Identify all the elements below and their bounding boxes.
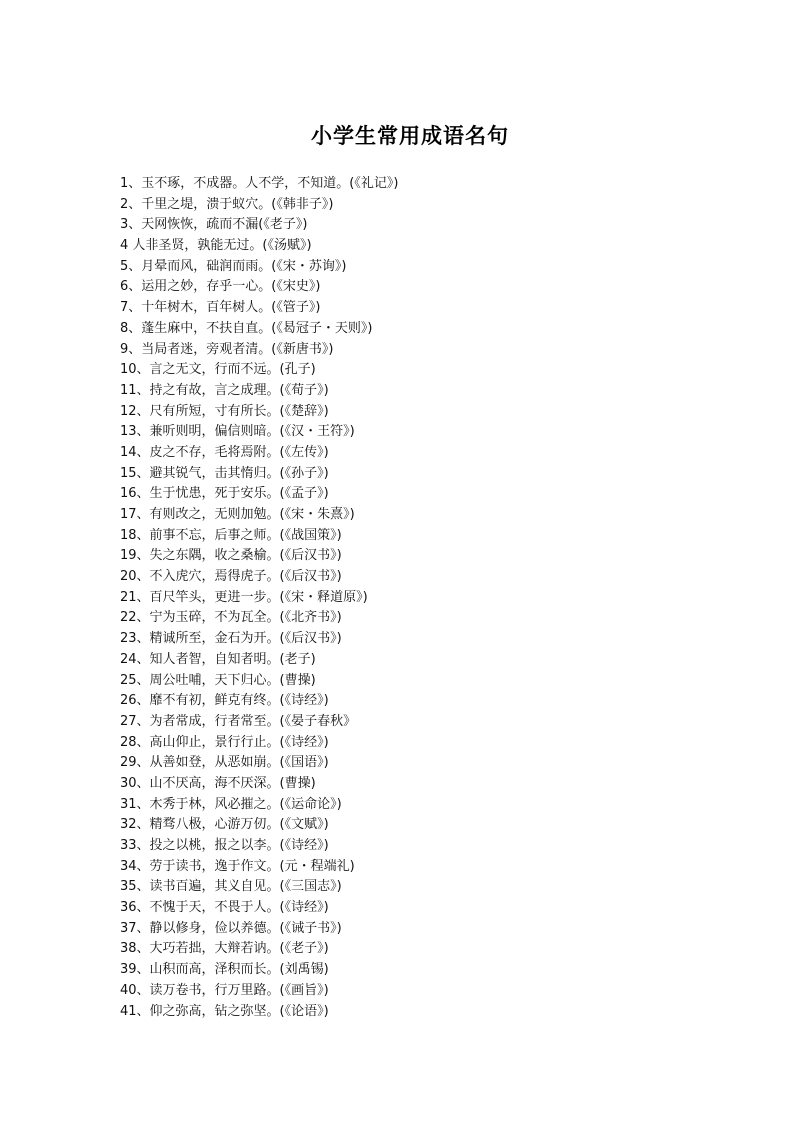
quote-list: [120, 174, 398, 1022]
quote-line: 10、言之无文，行而不远。(孔子): [120, 362, 316, 378]
quote-line: 15、避其锐气，击其惰归。(《孙子》): [120, 465, 329, 481]
quote-line: 35、读书百遍，其义自见。(《三国志》): [120, 879, 342, 895]
quote-line: 40、读万卷书，行万里路。(《画旨》): [120, 982, 329, 998]
quote-line: 6、运用之妙，存乎一心。(《宋史》): [120, 279, 321, 295]
quote-line: 31、木秀于林，风必摧之。(《运命论》): [120, 796, 342, 812]
quote-line: 7、十年树木，百年树人。(《管子》): [120, 300, 321, 316]
quote-line: 20、不入虎穴，焉得虎子。(《后汉书》): [120, 569, 342, 585]
quote-line: 1、玉不琢，不成器。人不学，不知道。(《礼记》): [120, 176, 399, 191]
quote-line: 25、周公吐哺，天下归心。(曹操): [120, 672, 316, 688]
quote-line: 26、靡不有初，鲜克有终。(《诗经》): [120, 693, 329, 709]
page-title: 小学生常用成语名句: [311, 123, 509, 148]
quote-line: 11、持之有故，言之成理。(《荀子》): [120, 382, 329, 398]
quote-line: 27、为者常成，行者常至。(《晏子春秋》: [120, 713, 357, 729]
quote-line: 18、前事不忘，后事之师。(《战国策》): [120, 527, 342, 543]
quote-line: 38、大巧若拙，大辩若讷。(《老子》): [120, 941, 329, 957]
quote-line: 4 人非圣贤，孰能无过。(《汤赋》): [120, 238, 312, 254]
quote-line: 34、劳于读书，逸于作文。(元・程端礼): [120, 858, 355, 874]
quote-line: 13、兼听则明，偏信则暗。(《汉・王符》): [120, 424, 355, 440]
quote-line: 21、百尺竿头，更进一步。(《宋・释道原》): [120, 589, 368, 605]
quote-line: 33、投之以桃，报之以李。(《诗经》): [120, 838, 329, 853]
quote-line: 30、山不厌高，海不厌深。(曹操): [120, 775, 316, 791]
quote-line: 3、天网恢恢，疏而不漏(《老子》): [120, 217, 308, 233]
quote-line: 9、当局者迷，旁观者清。(《新唐书》): [120, 341, 334, 357]
quote-line: 23、精诚所至，金石为开。(《后汉书》): [120, 631, 342, 647]
quote-line: 2、千里之堤，溃于蚁穴。(《韩非子》): [120, 196, 334, 212]
quote-line: 17、有则改之，无则加勉。(《宋・朱熹》): [120, 507, 355, 522]
quote-line: 28、高山仰止，景行行止。(《诗经》): [120, 734, 329, 750]
quote-line: 41、仰之弥高，钻之弥坚。(《论语》): [120, 1003, 329, 1019]
quote-line: 24、知人者智，自知者明。(老子): [120, 651, 316, 667]
quote-line: 39、山积而高，泽积而长。(刘禹锡): [120, 962, 329, 978]
quote-line: 14、皮之不存，毛将焉附。(《左传》): [120, 444, 329, 460]
quote-line: 12、尺有所短，寸有所长。(《楚辞》): [120, 403, 329, 419]
quote-line: 37、静以修身，俭以养德。(《诫子书》): [120, 920, 342, 936]
quote-line: 32、精骛八极，心游万仞。(《文赋》): [120, 817, 329, 833]
quote-line: 36、不愧于天，不畏于人。(《诗经》): [120, 900, 329, 916]
quote-line: 8、蓬生麻中，不扶自直。(《曷冠子・天则》): [120, 320, 373, 336]
quote-line: 29、从善如登，从恶如崩。(《国语》): [120, 755, 329, 771]
quote-line: 19、失之东隅，收之桑榆。(《后汉书》): [120, 548, 342, 564]
quote-line: 16、生于忧患，死于安乐。(《孟子》): [120, 486, 329, 502]
quote-line: 5、月晕而风，础润而雨。(《宋・苏询》): [120, 258, 347, 274]
quote-line: 22、宁为玉碎，不为瓦全。(《北齐书》): [120, 610, 342, 626]
